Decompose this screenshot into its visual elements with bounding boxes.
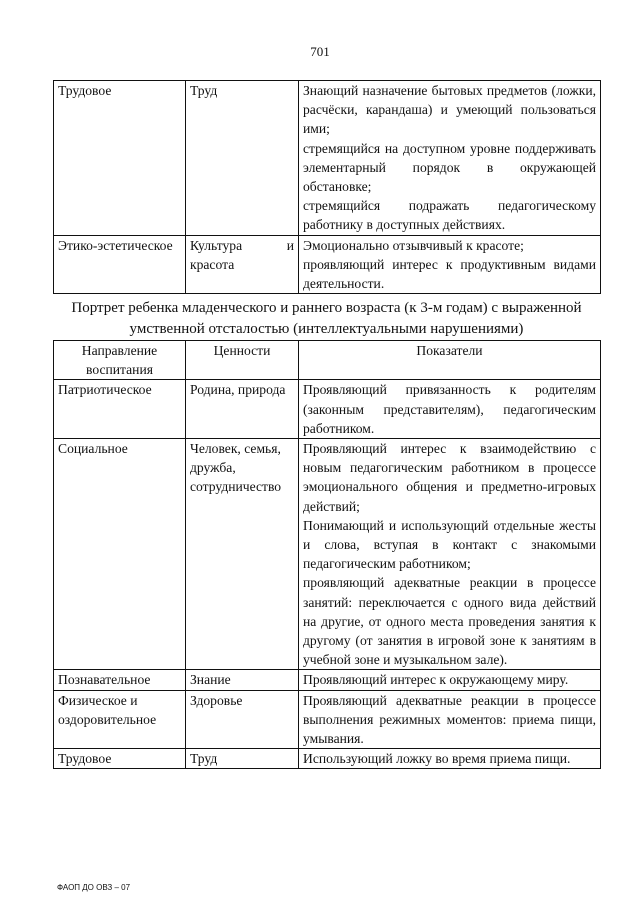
- table-row: [54, 235, 601, 294]
- section-heading: Портрет ребенка младенческого и раннего возраста (к 3-м годам) с выраженной умственной отсталостью (интеллектуальными нарушениями): [71, 300, 582, 337]
- indicators-cell: [299, 749, 601, 769]
- indicator-text: Знающий назначение бытовых предметов (ложки, расчёски, карандаша) и умеющий пользоваться ими;: [303, 83, 596, 137]
- value-cell: [186, 235, 299, 294]
- indicators-cell: [299, 235, 601, 294]
- direction-cell: Трудовое: [54, 749, 186, 769]
- direction-cell: Физическое и оздоровительное: [54, 690, 186, 749]
- indicators-cell: [299, 439, 601, 670]
- indicator-text: Понимающий и использующий отдельные жесты и слова, вступая в контакт с знакомыми педагогическим работником;: [303, 517, 596, 572]
- value-word: и: [286, 237, 294, 253]
- table-row: [54, 81, 601, 236]
- value-cell: Родина, природа: [186, 380, 299, 439]
- table-row: [54, 690, 601, 749]
- table-continued: [53, 80, 601, 294]
- indicators-cell: [299, 690, 601, 749]
- table-row: [54, 749, 601, 769]
- table-row: [54, 380, 601, 439]
- indicator-text: Проявляющий привязанность к родителям (законным представителям), педагогическим работником.: [303, 382, 596, 436]
- indicator-text: Проявляющий интерес к взаимодействию с новым педагогическим работником в процессе эмоционального общения и предметно-игровых действий;: [303, 441, 596, 514]
- table-header-row: [54, 341, 601, 380]
- direction-cell: Познавательное: [54, 670, 186, 690]
- direction-cell: Трудовое: [54, 81, 186, 236]
- value-cell: Труд: [186, 81, 299, 236]
- direction-cell: Патриотическое: [54, 380, 186, 439]
- column-header: Показатели: [299, 341, 601, 380]
- table-row: [54, 670, 601, 690]
- indicator-text: стремящийся подражать педагогическому работнику в доступных действиях.: [303, 198, 596, 233]
- indicators-cell: [299, 670, 601, 690]
- indicator-text: Эмоционально отзывчивый к красоте;: [303, 237, 524, 253]
- indicator-text: Использующий ложку во время приема пищи.: [303, 751, 571, 767]
- document-footer: ФАОП ДО ОВЗ – 07: [57, 883, 131, 892]
- page-number: 701: [310, 44, 330, 59]
- value-cell: Здоровье: [186, 690, 299, 749]
- column-header: Ценности: [186, 341, 299, 380]
- indicator-text: Проявляющий адекватные реакции в процессе выполнения режимных моментов: приема пищи, умывания.: [303, 692, 596, 747]
- value-cell: Труд: [186, 749, 299, 769]
- portrait-table: [53, 340, 601, 769]
- indicator-text: проявляющий адекватные реакции в процессе занятий: переключается с одного вида действий на другие, от одного места проведения занятия к другому (от занятия в игровой зоне к занятиям в учебной зоне и музыкальном зале).: [303, 575, 596, 668]
- value-word: красота: [190, 256, 235, 272]
- value-cell: Знание: [186, 670, 299, 690]
- indicator-text: Проявляющий интерес к окружающему миру.: [303, 672, 569, 688]
- value-cell: Человек, семья, дружба, сотрудничество: [186, 439, 299, 670]
- indicators-cell: [299, 81, 601, 236]
- column-header: Направление воспитания: [54, 341, 186, 380]
- direction-cell: Социальное: [54, 439, 186, 670]
- indicator-text: стремящийся на доступном уровне поддерживать элементарный порядок в окружающей обстановке;: [303, 140, 596, 195]
- value-word: Культура: [190, 237, 243, 253]
- direction-cell: Этико-эстетическое: [54, 235, 186, 294]
- table-row: [54, 439, 601, 670]
- indicators-cell: [299, 380, 601, 439]
- indicator-text: проявляющий интерес к продуктивным видами деятельности.: [303, 256, 596, 292]
